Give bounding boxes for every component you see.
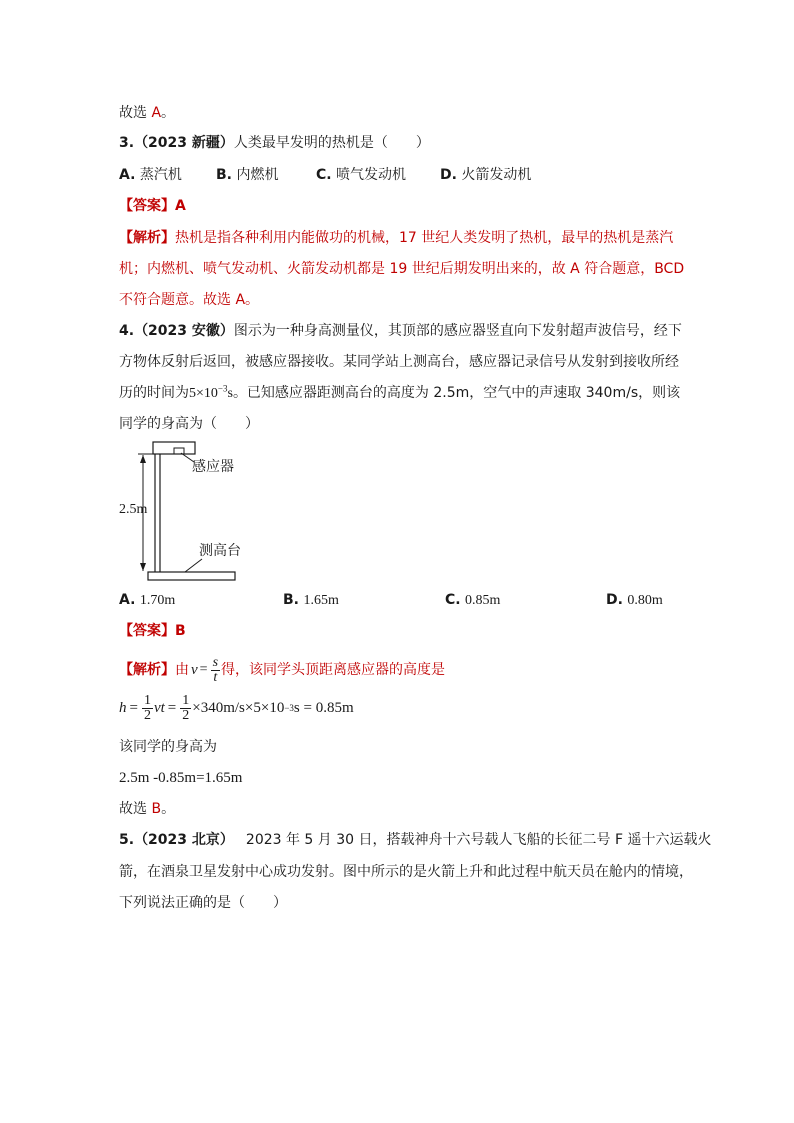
sensor-label: 感应器 [192,459,234,475]
q5-stem-line-3: 下列说法正确的是（ ） [119,895,287,911]
dimension-arrow-down [140,563,146,571]
q4-height-line: 该同学的身高为 [119,739,217,755]
q3-option-b: B. 内燃机 [216,167,279,183]
q2-conclusion: 故选 A。 [119,105,176,121]
q4-figure [0,438,794,608]
q3-analysis-line-1: 【解析】热机是指各种利用内能做功的机械，17 世纪人类发明了热机，最早的热机是蒸汽 [119,230,674,246]
q4-option-a: A. 1.70m [119,592,176,608]
q5-stem-line-2: 箭，在酒泉卫星发射中心成功发射。图中所示的是火箭上升和此过程中航天员在舱内的情境， [119,864,693,880]
height-label: 2.5m [119,502,148,517]
q4-option-d: D. 0.80m [606,592,663,608]
formula-half-2: $\frac{1}{2}$ [182,692,190,723]
dimension-arrow-up [140,455,146,463]
q4-analysis-intro: 【解析】 由 v = $\frac{s}{t}$ 得，该同学头顶距离感应器的高度是 [119,654,446,685]
q4-conclusion: 故选 B。 [119,801,176,817]
q3-analysis-line-2: 机；内燃机、喷气发动机、火箭发动机都是 19 世纪后期发明出来的，故 A 符合题意，BCD [119,261,685,277]
q5-stem-line-1: 5.（2023 北京） 2023 年 5 月 30 日，搭载神舟十六号载人飞船的长征二号 F 遥十六运载火 [119,832,712,848]
q4-formula-height: h = $\frac{1}{2}$ vt = $\frac{1}{2}$ ×340m/s×5×10 −3 s = 0.85m [119,692,354,723]
q3-option-c: C. 喷气发动机 [316,167,407,183]
sensor-inner [174,448,184,454]
formula-v: v [191,662,198,678]
q3-answer: 【答案】A [119,198,186,214]
q4-stem-line-4: 同学的身高为（ ） [119,416,259,432]
platform-base [148,572,235,580]
platform-label: 测高台 [199,543,241,559]
q3-option-a: A. 蒸汽机 [119,167,182,183]
q4-option-b: B. 1.65m [283,592,339,608]
q4-option-c: C. 0.85m [445,592,501,608]
q4-stem-line-3: 历的时间为$5\times 10^{-3}s$。已知感应器距测高台的高度为 2.5m，空气中的声速取 340m/s，则该 [119,383,681,401]
q4-stem-line-1: 4.（2023 安徽）图示为一种身高测量仪，其顶部的感应器竖直向下发射超声波信号，经下 [119,323,682,339]
formula-half-1: $\frac{1}{2}$ [143,692,151,723]
q4-answer: 【答案】B [119,623,186,639]
q3-stem: 3.（2023 新疆）人类最早发明的热机是（ ） [119,135,430,151]
q4-time-value: $5\times 10^{-3}s$ [189,383,233,401]
q3-analysis-line-3: 不符合题意。故选 A。 [119,292,260,308]
q4-result-line: 2.5m -0.85m=1.65m [119,770,243,786]
formula-s-over-t: $\frac{s}{t}$ [212,654,219,685]
q3-option-d: D. 火箭发动机 [440,167,532,183]
q4-stem-line-2: 方物体反射后返回，被感应器接收。某同学站上测高台，感应器记录信号从发射到接收所经 [119,354,679,370]
